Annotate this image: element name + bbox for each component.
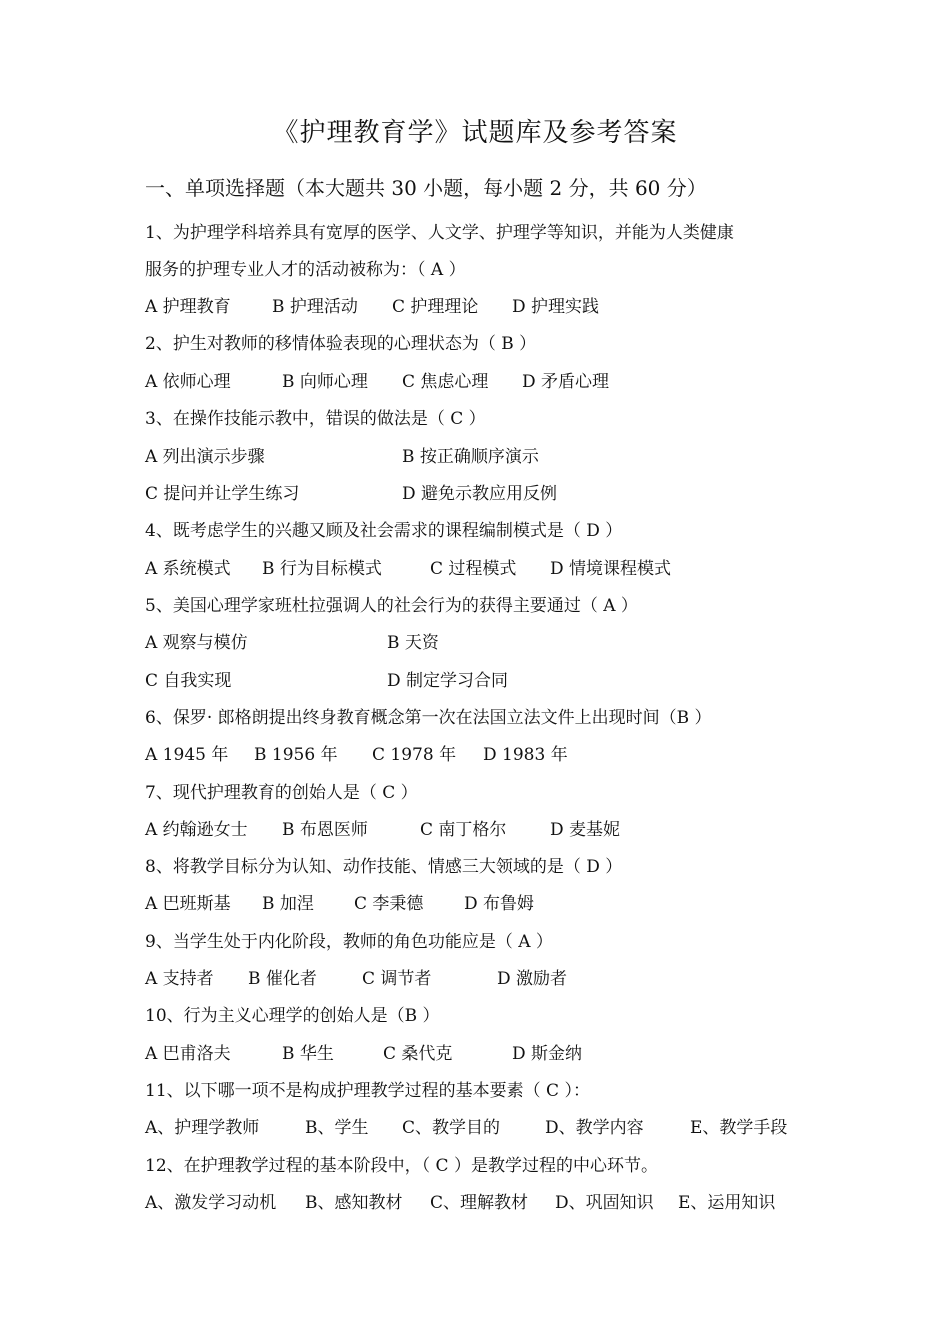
option-e: E、运用知识 — [678, 1193, 776, 1213]
option-a: A 1945 年 — [145, 745, 229, 765]
question-stem-3: 3、在操作技能示教中，错误的做法是（ C ） — [145, 409, 486, 429]
option-b: B 华生 — [282, 1044, 334, 1064]
option-a: A、激发学习动机 — [145, 1193, 277, 1213]
option-b: B 按正确顺序演示 — [402, 447, 539, 467]
option-b: B 布恩医师 — [282, 820, 368, 840]
option-c: C 提问并让学生练习 — [145, 484, 300, 504]
question-stem-9: 9、当学生处于内化阶段，教师的角色功能应是（ A ） — [145, 932, 553, 952]
option-d: D 1983 年 — [483, 745, 568, 765]
question-stem-7: 7、现代护理教育的创始人是（ C ） — [145, 783, 418, 803]
option-d: D、巩固知识 — [555, 1193, 654, 1213]
option-a: A 依师心理 — [145, 372, 231, 392]
option-c: C 焦虑心理 — [402, 372, 489, 392]
option-d: D 麦基妮 — [550, 820, 621, 840]
option-c: C、理解教材 — [430, 1193, 529, 1213]
section-heading: 一、单项选择题（本大题共 30 小题，每小题 2 分，共 60 分） — [145, 176, 707, 200]
option-c: C、教学目的 — [402, 1118, 501, 1138]
option-a: A 巴班斯基 — [145, 894, 231, 914]
option-b: B 1956 年 — [254, 745, 338, 765]
option-d: D 避免示教应用反例 — [402, 484, 558, 504]
option-c: C 李秉德 — [354, 894, 424, 914]
option-d: D 制定学习合同 — [387, 671, 509, 691]
option-b: B 天资 — [387, 633, 439, 653]
option-e: E、教学手段 — [690, 1118, 788, 1138]
question-stem-6: 6、保罗· 郎格朗提出终身教育概念第一次在法国立法文件上出现时间（B ） — [145, 708, 712, 728]
option-d: D 激励者 — [497, 969, 568, 989]
option-a: A 列出演示步骤 — [145, 447, 265, 467]
option-c: C 桑代克 — [383, 1044, 453, 1064]
option-b: B 加涅 — [262, 894, 314, 914]
question-stem-8: 8、将教学目标分为认知、动作技能、情感三大领域的是（ D ） — [145, 857, 623, 877]
question-stem-4: 4、既考虑学生的兴趣又顾及社会需求的课程编制模式是（ D ） — [145, 521, 623, 541]
question-stem-11: 11、以下哪一项不是构成护理教学过程的基本要素（ C ）： — [145, 1081, 590, 1101]
option-c: C 调节者 — [362, 969, 432, 989]
option-a: A、护理学教师 — [145, 1118, 260, 1138]
option-d: D 情境课程模式 — [550, 559, 672, 579]
option-b: B 行为目标模式 — [262, 559, 382, 579]
option-d: D、教学内容 — [545, 1118, 644, 1138]
document-title: 《护理教育学》试题库及参考答案 — [272, 118, 678, 148]
question-stem-1: 1、为护理学科培养具有宽厚的医学、人文学、护理学等知识，并能为人类健康 — [145, 223, 734, 243]
option-a: A 支持者 — [145, 969, 214, 989]
option-b: B 向师心理 — [282, 372, 368, 392]
option-a: A 观察与模仿 — [145, 633, 248, 653]
question-stem-10: 10、行为主义心理学的创始人是（B ） — [145, 1006, 440, 1026]
option-b: B 催化者 — [248, 969, 317, 989]
option-b: B、学生 — [305, 1118, 369, 1138]
question-stem-2: 2、护生对教师的移情体验表现的心理状态为（ B ） — [145, 334, 537, 354]
option-c: C 自我实现 — [145, 671, 232, 691]
option-c: C 过程模式 — [430, 559, 517, 579]
option-a: A 巴甫洛夫 — [145, 1044, 231, 1064]
option-c: C 护理理论 — [392, 297, 479, 317]
option-a: A 系统模式 — [145, 559, 231, 579]
question-stem-1-cont: 服务的护理专业人才的活动被称为：（ A ） — [145, 260, 466, 280]
question-stem-5: 5、美国心理学家班杜拉强调人的社会行为的获得主要通过（ A ） — [145, 596, 638, 616]
option-d: D 护理实践 — [512, 297, 600, 317]
option-b: B 护理活动 — [272, 297, 358, 317]
option-d: D 矛盾心理 — [522, 372, 610, 392]
option-a: A 护理教育 — [145, 297, 231, 317]
option-b: B、感知教材 — [305, 1193, 403, 1213]
option-a: A 约翰逊女士 — [145, 820, 248, 840]
question-stem-12: 12、在护理教学过程的基本阶段中，（ C ）是教学过程的中心环节。 — [145, 1156, 658, 1176]
option-d: D 斯金纳 — [512, 1044, 583, 1064]
option-c: C 1978 年 — [372, 745, 457, 765]
option-d: D 布鲁姆 — [464, 894, 535, 914]
option-c: C 南丁格尔 — [420, 820, 507, 840]
